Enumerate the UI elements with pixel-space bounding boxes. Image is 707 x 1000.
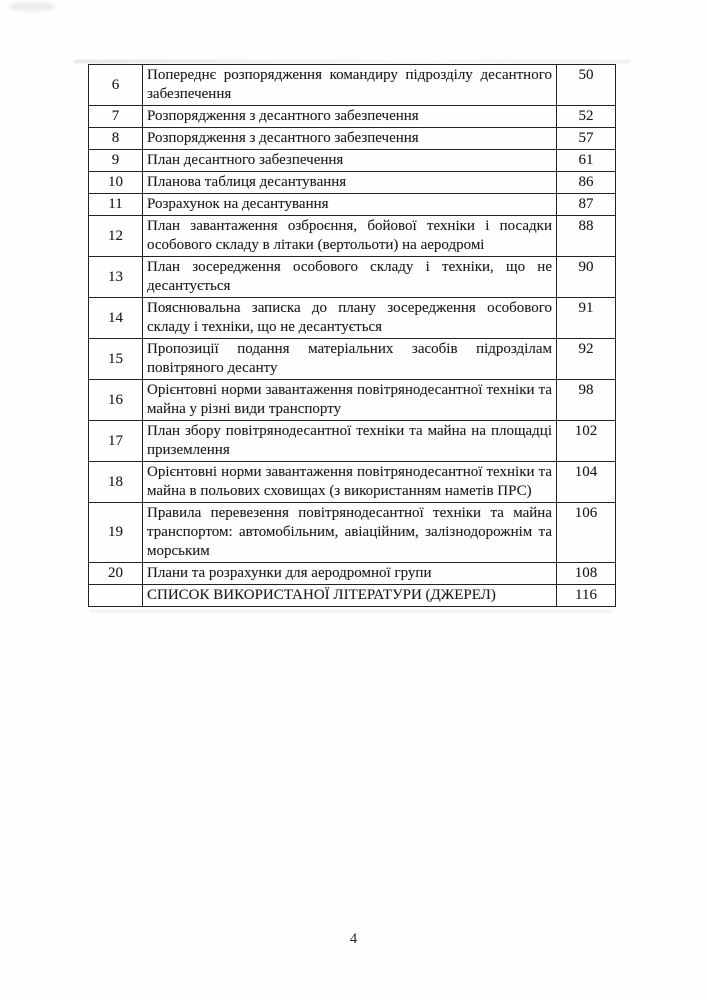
row-title-cell: План збору повітрянодесантної техніки та майна на площадці приземлення <box>143 421 557 462</box>
row-title-cell: Розпорядження з десантного забезпечення <box>143 106 557 128</box>
row-title-cell: Попереднє розпорядження командиру підрозділу десантного забезпечення <box>143 65 557 106</box>
row-page-cell: 106 <box>557 503 616 563</box>
table-row <box>89 257 616 298</box>
row-title-cell: План завантаження озброєння, бойової техніки і посадки особового складу в літаки (вертольоти) на аеродромі <box>143 216 557 257</box>
table-row <box>89 298 616 339</box>
row-page-cell: 86 <box>557 172 616 194</box>
scan-artifact <box>74 60 630 63</box>
row-title-cell: Пояснювальна записка до плану зосередження особового складу і техніки, що не десантується <box>143 298 557 339</box>
row-number-cell: 10 <box>89 172 143 194</box>
row-page-cell: 61 <box>557 150 616 172</box>
row-title-cell: Розпорядження з десантного забезпечення <box>143 128 557 150</box>
row-title-cell: План десантного забезпечення <box>143 150 557 172</box>
row-title-cell: Орієнтовні норми завантаження повітрянодесантної техніки та майна в польових сховищах (з використанням наметів ПРС) <box>143 462 557 503</box>
row-page-cell: 88 <box>557 216 616 257</box>
scan-artifact <box>8 2 56 11</box>
row-page-cell: 52 <box>557 106 616 128</box>
row-page-cell: 87 <box>557 194 616 216</box>
row-number-cell <box>89 585 143 607</box>
contents-table <box>88 64 616 607</box>
row-title-cell: Пропозиції подання матеріальних засобів підрозділам повітряного десанту <box>143 339 557 380</box>
row-number-cell: 6 <box>89 65 143 106</box>
table-row <box>89 339 616 380</box>
table-row <box>89 462 616 503</box>
row-title-cell: Плани та розрахунки для аеродромної групи <box>143 563 557 585</box>
row-page-cell: 104 <box>557 462 616 503</box>
row-number-cell: 9 <box>89 150 143 172</box>
row-page-cell: 98 <box>557 380 616 421</box>
row-number-cell: 16 <box>89 380 143 421</box>
row-page-cell: 50 <box>557 65 616 106</box>
page-number-footer: 4 <box>349 931 358 947</box>
row-title-cell: Правила перевезення повітрянодесантної техніки та майна транспортом: автомобільним, авіаційним, залізнодорожнім та морським <box>143 503 557 563</box>
row-page-cell: 108 <box>557 563 616 585</box>
row-number-cell: 15 <box>89 339 143 380</box>
contents-table-body <box>89 65 616 607</box>
row-number-cell: 8 <box>89 128 143 150</box>
row-number-cell: 14 <box>89 298 143 339</box>
table-row <box>89 65 616 106</box>
row-number-cell: 18 <box>89 462 143 503</box>
row-title-cell: Орієнтовні норми завантаження повітрянодесантної техніки та майна у різні види транспорту <box>143 380 557 421</box>
row-number-cell: 19 <box>89 503 143 563</box>
row-page-cell: 102 <box>557 421 616 462</box>
row-number-cell: 17 <box>89 421 143 462</box>
row-number-cell: 13 <box>89 257 143 298</box>
table-row <box>89 216 616 257</box>
row-number-cell: 12 <box>89 216 143 257</box>
table-row <box>89 563 616 585</box>
row-title-cell: СПИСОК ВИКОРИСТАНОЇ ЛІТЕРАТУРИ (ДЖЕРЕЛ) <box>143 585 557 607</box>
scan-artifact <box>90 610 612 612</box>
table-row <box>89 172 616 194</box>
row-number-cell: 7 <box>89 106 143 128</box>
table-row <box>89 503 616 563</box>
table-row <box>89 585 616 607</box>
row-page-cell: 57 <box>557 128 616 150</box>
table-row <box>89 150 616 172</box>
table-row <box>89 106 616 128</box>
row-title-cell: Планова таблиця десантування <box>143 172 557 194</box>
row-page-cell: 92 <box>557 339 616 380</box>
row-title-cell: План зосередження особового складу і техніки, що не десантується <box>143 257 557 298</box>
table-row <box>89 421 616 462</box>
row-number-cell: 20 <box>89 563 143 585</box>
row-page-cell: 90 <box>557 257 616 298</box>
row-page-cell: 91 <box>557 298 616 339</box>
table-row <box>89 128 616 150</box>
row-title-cell: Розрахунок на десантування <box>143 194 557 216</box>
row-page-cell: 116 <box>557 585 616 607</box>
table-row <box>89 194 616 216</box>
row-number-cell: 11 <box>89 194 143 216</box>
table-row <box>89 380 616 421</box>
